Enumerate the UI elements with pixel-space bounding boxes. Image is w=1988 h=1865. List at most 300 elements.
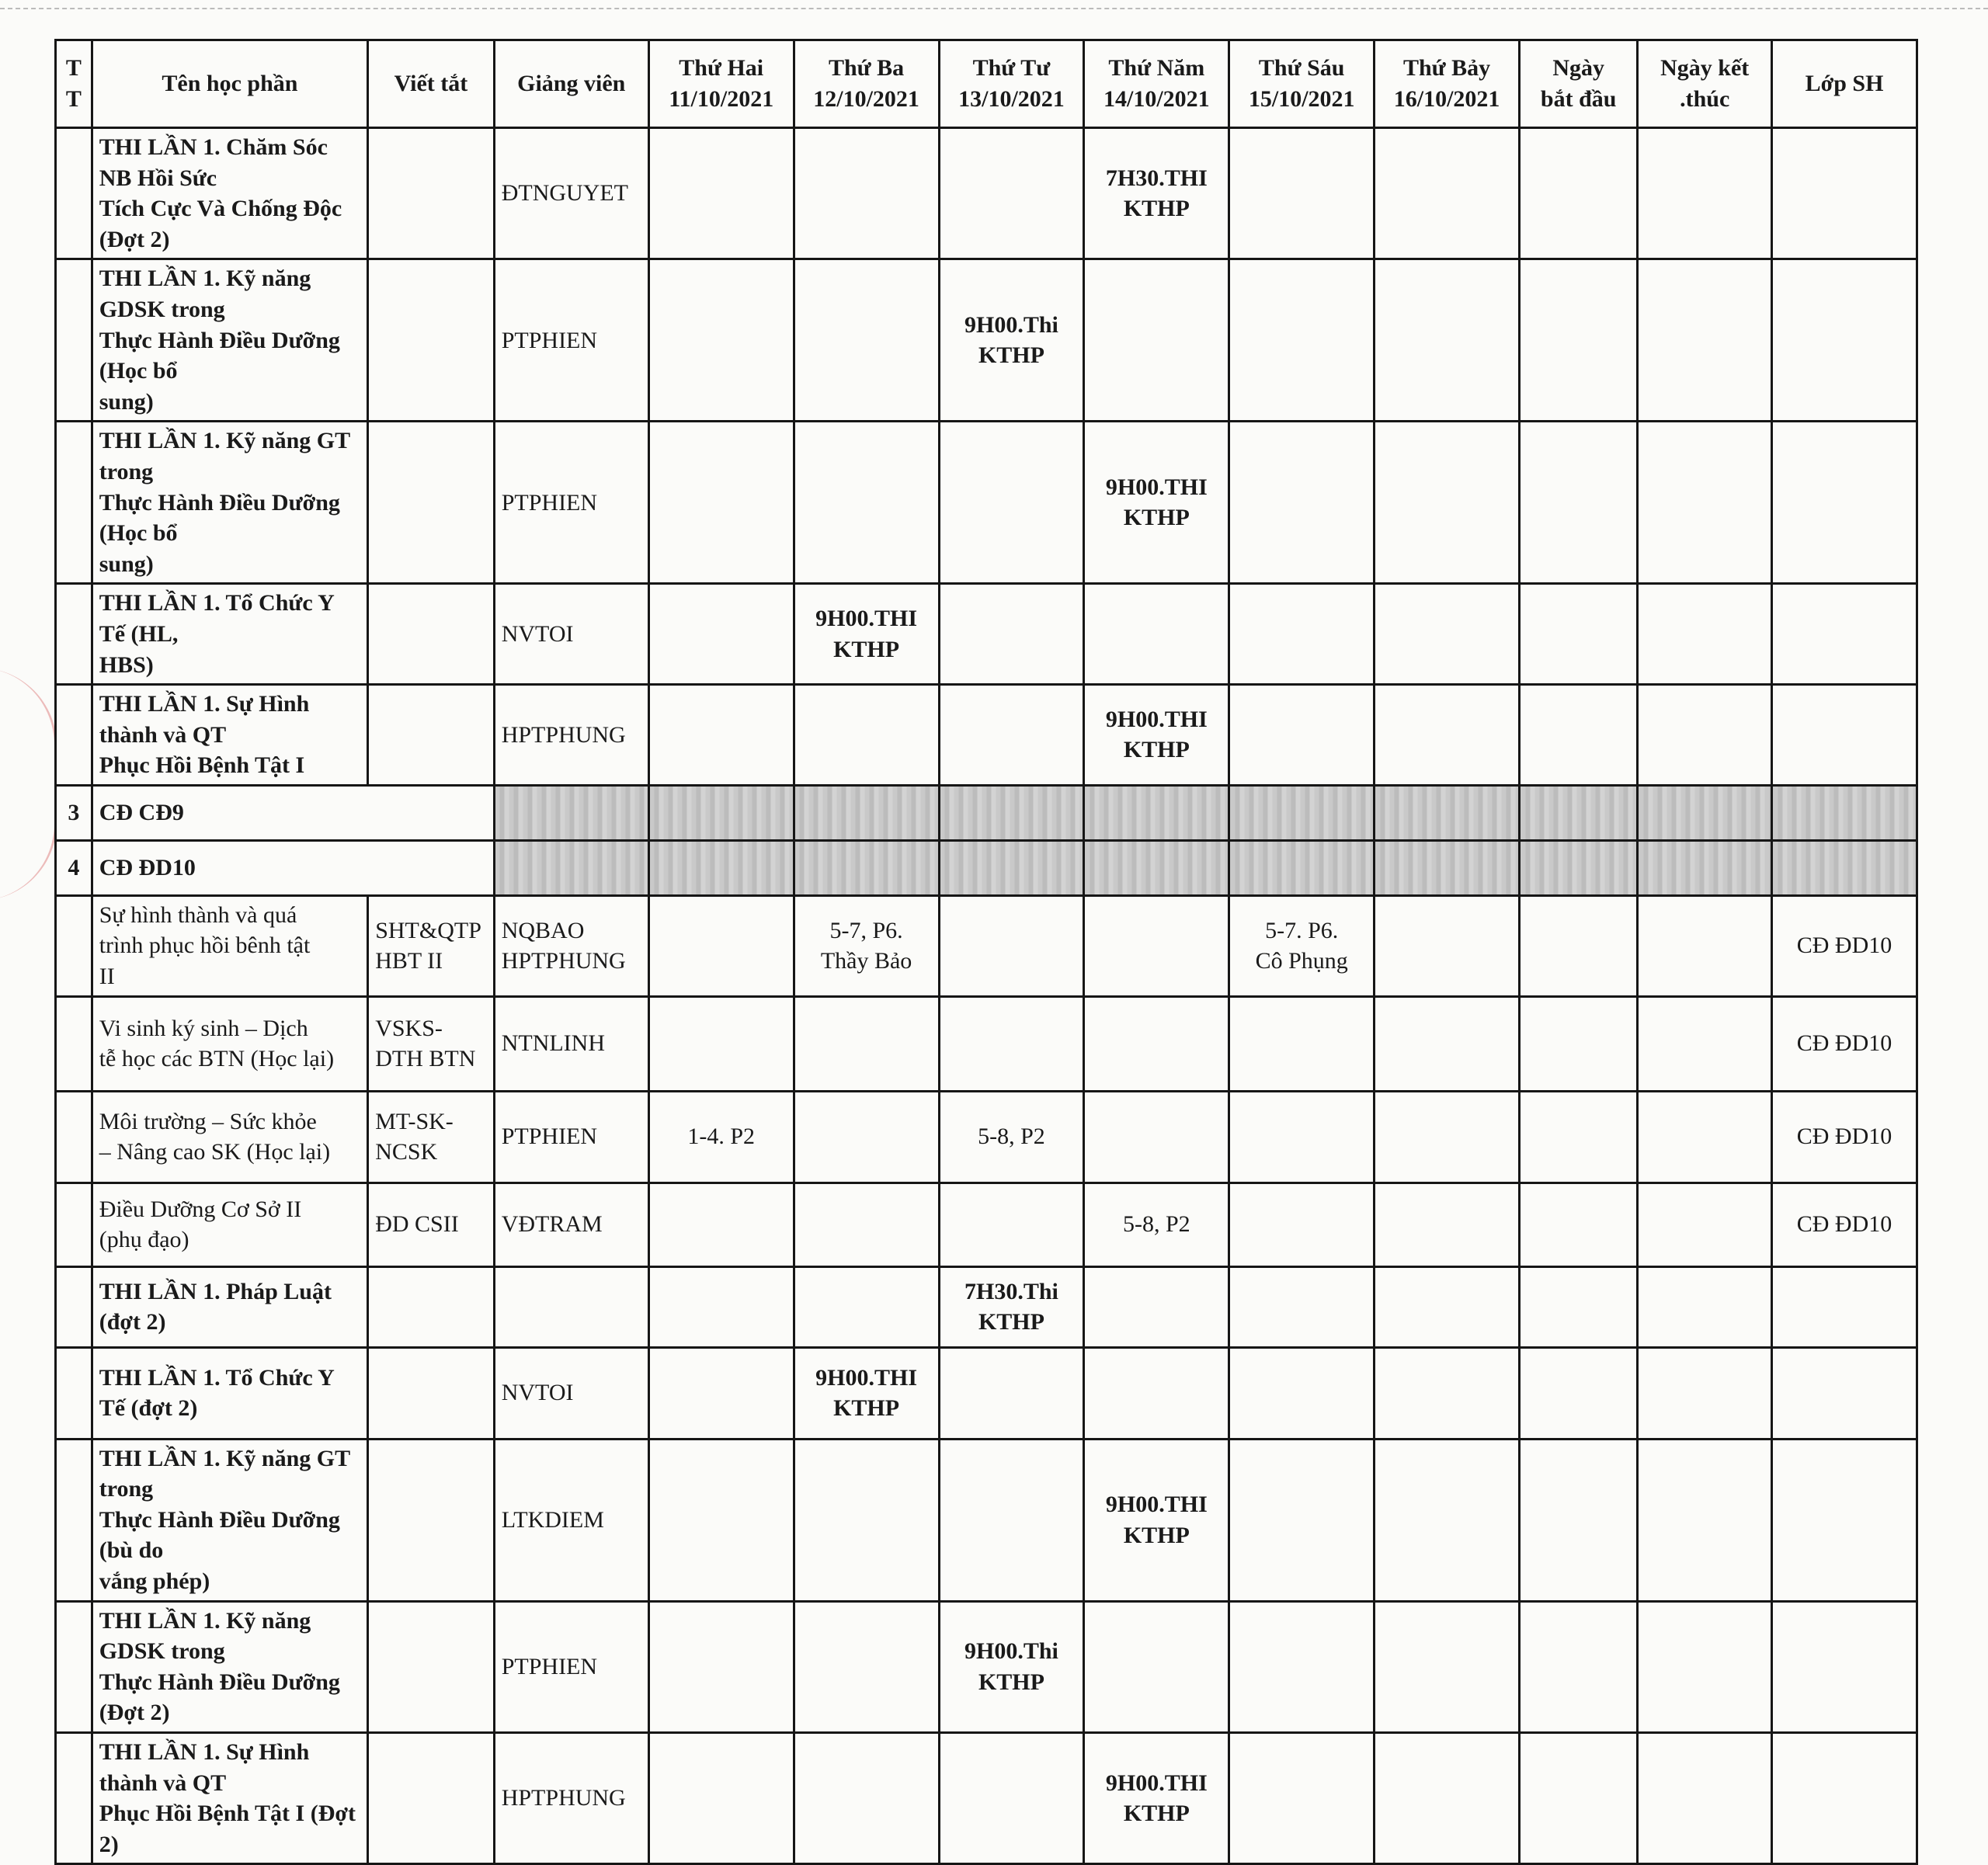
day-cell-line: 9H00.THI <box>1105 1769 1208 1796</box>
schedule-table <box>54 39 1918 1865</box>
lecturer <box>494 422 648 584</box>
day-cell-line: KTHP <box>978 1669 1044 1695</box>
start-date-cell <box>1520 1183 1638 1266</box>
day-cell-4 <box>1084 685 1229 786</box>
course-abbr-line: NCSK <box>375 1139 438 1165</box>
group-shade-cell <box>1638 840 1772 895</box>
course-name-line: THI LẦN 1. Kỹ năng GT trong <box>99 1445 350 1502</box>
end-date-cell <box>1638 128 1772 259</box>
end-date-cell <box>1638 1733 1772 1864</box>
lecturer-line: VĐTRAM <box>501 1211 603 1238</box>
course-name <box>92 1266 367 1347</box>
course-name <box>92 1347 367 1439</box>
table-row <box>56 584 1917 685</box>
lecturer <box>494 996 648 1091</box>
day-cell-4 <box>1084 1601 1229 1732</box>
start-date-cell <box>1520 1733 1638 1864</box>
day-cell-line: Cô Phụng <box>1255 948 1348 974</box>
course-name-line: Điều Dưỡng Cơ Sở II <box>99 1196 302 1222</box>
group-shade-cell <box>1229 785 1375 840</box>
lecturer <box>494 259 648 422</box>
day-cell-3 <box>939 259 1084 422</box>
course-abbr <box>368 1183 495 1266</box>
lecturer <box>494 1439 648 1601</box>
day-cell-6 <box>1375 422 1520 584</box>
table-row <box>56 1266 1917 1347</box>
tt-cell <box>56 1266 92 1347</box>
start-date-cell <box>1520 1347 1638 1439</box>
tt-cell <box>56 996 92 1091</box>
end-date-cell <box>1638 895 1772 996</box>
group-shade-cell <box>1520 840 1638 895</box>
day-cell-1 <box>648 259 794 422</box>
header-ngay-ket-thuc: Ngày kết .thúc <box>1638 40 1772 128</box>
header-day-4: Thứ Năm 14/10/2021 <box>1084 40 1229 128</box>
course-name-line: THI LẦN 1. Tổ Chức Y Tế (đợt 2) <box>99 1364 334 1422</box>
day-cell-2 <box>794 1733 939 1864</box>
tt-cell <box>56 1347 92 1439</box>
course-abbr <box>368 584 495 685</box>
end-date-cell <box>1638 422 1772 584</box>
group-row <box>56 840 1917 895</box>
course-abbr <box>368 1266 495 1347</box>
tt-cell <box>56 1091 92 1183</box>
course-abbr <box>368 1439 495 1601</box>
course-name-line: Môi trường – Sức khỏe <box>99 1108 317 1134</box>
start-date-cell <box>1520 685 1638 786</box>
table-row <box>56 1347 1917 1439</box>
course-name <box>92 1439 367 1601</box>
course-name-line: THI LẦN 1. Kỹ năng GDSK trong <box>99 1607 311 1665</box>
lecturer-line: HPTPHUNG <box>501 721 626 748</box>
day-cell-line: 5-7. P6. <box>1265 917 1339 943</box>
course-abbr <box>368 1347 495 1439</box>
course-name-line: Thực Hành Điều Dưỡng (Đợt 2) <box>99 1669 340 1726</box>
tt-cell <box>56 895 92 996</box>
day-cell-4 <box>1084 895 1229 996</box>
day-cell-1 <box>648 1601 794 1732</box>
lecturer-line: HPTPHUNG <box>501 1785 626 1811</box>
day-cell-1 <box>648 1347 794 1439</box>
lecturer-line: NVTOI <box>501 620 574 647</box>
course-name <box>92 1733 367 1864</box>
day-cell-2 <box>794 685 939 786</box>
start-date-cell <box>1520 1439 1638 1601</box>
start-date-cell <box>1520 895 1638 996</box>
course-name <box>92 128 367 259</box>
header-row <box>56 40 1917 128</box>
start-date-cell <box>1520 259 1638 422</box>
header-ten-hoc-phan: Tên học phần <box>92 40 367 128</box>
table-row <box>56 1183 1917 1266</box>
day-cell-6 <box>1375 685 1520 786</box>
end-date-cell <box>1638 1601 1772 1732</box>
course-name-line: THI LẦN 1. Sự Hình thành và QT <box>99 1739 310 1796</box>
day-cell-6 <box>1375 128 1520 259</box>
course-name-line: (phụ đạo) <box>99 1227 189 1253</box>
day-cell-4 <box>1084 1733 1229 1864</box>
day-cell-line: 9H00.THI <box>1105 1492 1208 1518</box>
class-cell <box>1772 1347 1917 1439</box>
course-abbr-line: DTH BTN <box>375 1046 476 1072</box>
day-cell-5 <box>1229 1347 1375 1439</box>
day-cell-4 <box>1084 584 1229 685</box>
group-name: CĐ ĐD10 <box>92 840 494 895</box>
day-cell-3 <box>939 422 1084 584</box>
day-cell-4 <box>1084 128 1229 259</box>
class-cell <box>1772 259 1917 422</box>
day-cell-line: 5-7, P6. <box>829 917 903 943</box>
start-date-cell <box>1520 422 1638 584</box>
course-name-line: Vi sinh ký sinh – Dịch <box>99 1015 308 1041</box>
course-name <box>92 895 367 996</box>
group-shade-cell <box>939 840 1084 895</box>
table-row <box>56 1733 1917 1864</box>
lecturer-line: NTNLINH <box>501 1030 606 1057</box>
table-row <box>56 1439 1917 1601</box>
course-abbr <box>368 1733 495 1864</box>
start-date-cell <box>1520 584 1638 685</box>
day-cell-line: 9H00.Thi <box>964 1638 1058 1665</box>
day-cell-5 <box>1229 1601 1375 1732</box>
day-cell-2 <box>794 259 939 422</box>
day-cell-1 <box>648 1733 794 1864</box>
end-date-cell <box>1638 1439 1772 1601</box>
group-shade-cell <box>1772 785 1917 840</box>
tt-cell <box>56 259 92 422</box>
course-abbr <box>368 1091 495 1183</box>
table-row <box>56 1601 1917 1732</box>
group-shade-cell <box>494 785 648 840</box>
day-cell-3 <box>939 1183 1084 1266</box>
day-cell-1 <box>648 1266 794 1347</box>
course-abbr-line: VSKS- <box>375 1015 443 1041</box>
end-date-cell <box>1638 259 1772 422</box>
lecturer-line: NQBAO <box>501 917 585 943</box>
course-name-line: HBS) <box>99 651 154 678</box>
day-cell-3 <box>939 584 1084 685</box>
day-cell-5 <box>1229 895 1375 996</box>
group-shade-cell <box>1772 840 1917 895</box>
class-cell <box>1772 1439 1917 1601</box>
day-cell-2 <box>794 1091 939 1183</box>
lecturer <box>494 128 648 259</box>
lecturer-line: PTPHIEN <box>501 1124 598 1150</box>
course-name <box>92 996 367 1091</box>
day-cell-line: KTHP <box>1123 1801 1190 1827</box>
day-cell-6 <box>1375 1347 1520 1439</box>
day-cell-3 <box>939 1439 1084 1601</box>
tt-cell <box>56 422 92 584</box>
day-cell-3 <box>939 1266 1084 1347</box>
header-day-3: Thứ Tư 13/10/2021 <box>939 40 1084 128</box>
day-cell-line: KTHP <box>978 1309 1044 1335</box>
end-date-cell <box>1638 1347 1772 1439</box>
red-stamp-fragment <box>0 668 57 901</box>
class-cell: CĐ ĐD10 <box>1772 1091 1917 1183</box>
day-cell-5 <box>1229 259 1375 422</box>
day-cell-line: 5-8, P2 <box>978 1124 1045 1150</box>
class-cell: CĐ ĐD10 <box>1772 895 1917 996</box>
end-date-cell <box>1638 996 1772 1091</box>
course-name-line: THI LẦN 1. Kỹ năng GDSK trong <box>99 266 311 322</box>
class-cell <box>1772 1733 1917 1864</box>
start-date-cell <box>1520 128 1638 259</box>
day-cell-3 <box>939 685 1084 786</box>
header-day-6: Thứ Bảy 16/10/2021 <box>1375 40 1520 128</box>
course-abbr <box>368 1601 495 1732</box>
course-name-line: Thực Hành Điều Dưỡng (Học bổ <box>99 327 340 384</box>
start-date-cell <box>1520 1601 1638 1732</box>
course-name-line: Thực Hành Điều Dưỡng (bù do <box>99 1506 340 1564</box>
course-name <box>92 1183 367 1266</box>
day-cell-3 <box>939 1347 1084 1439</box>
lecturer <box>494 1733 648 1864</box>
course-name-line: THI LẦN 1. Tổ Chức Y Tế (HL, <box>99 590 334 647</box>
day-cell-line: 9H00.THI <box>815 606 917 632</box>
course-name-line: sung) <box>99 388 154 415</box>
course-name-line: Phục Hồi Bệnh Tật I (Đợt 2) <box>99 1801 356 1857</box>
course-name <box>92 259 367 422</box>
lecturer-line: HPTPHUNG <box>501 948 626 974</box>
start-date-cell <box>1520 1091 1638 1183</box>
course-abbr-line: SHT&QTP <box>375 917 481 943</box>
day-cell-2 <box>794 584 939 685</box>
day-cell-6 <box>1375 1733 1520 1864</box>
day-cell-3 <box>939 996 1084 1091</box>
day-cell-line: 7H30.THI <box>1105 165 1208 191</box>
day-cell-6 <box>1375 895 1520 996</box>
day-cell-2 <box>794 996 939 1091</box>
group-shade-cell <box>794 840 939 895</box>
group-shade-cell <box>494 840 648 895</box>
table-row <box>56 996 1917 1091</box>
day-cell-2 <box>794 128 939 259</box>
day-cell-1 <box>648 1091 794 1183</box>
day-cell-5 <box>1229 1439 1375 1601</box>
tt-cell <box>56 1601 92 1732</box>
day-cell-6 <box>1375 996 1520 1091</box>
day-cell-line: 9H00.Thi <box>964 311 1058 338</box>
course-name-line: Tích Cực Và Chống Độc (Đợt 2) <box>99 196 342 252</box>
day-cell-2 <box>794 422 939 584</box>
lecturer-line: PTPHIEN <box>501 327 598 353</box>
class-cell <box>1772 128 1917 259</box>
schedule-body <box>56 128 1917 1864</box>
day-cell-5 <box>1229 584 1375 685</box>
start-date-cell <box>1520 996 1638 1091</box>
day-cell-2 <box>794 1347 939 1439</box>
course-name-line: THI LẦN 1. Chăm Sóc NB Hồi Sức <box>99 134 328 191</box>
day-cell-3 <box>939 1733 1084 1864</box>
end-date-cell <box>1638 1091 1772 1183</box>
tt-cell <box>56 128 92 259</box>
group-shade-cell <box>648 785 794 840</box>
header-viet-tat: Viết tắt <box>368 40 495 128</box>
group-number: 4 <box>56 840 92 895</box>
day-cell-line: KTHP <box>833 1395 900 1422</box>
day-cell-line: 1-4. P2 <box>687 1124 756 1150</box>
table-row <box>56 422 1917 584</box>
lecturer <box>494 1183 648 1266</box>
day-cell-3 <box>939 1601 1084 1732</box>
day-cell-line: KTHP <box>1123 196 1190 222</box>
group-shade-cell <box>1375 785 1520 840</box>
course-abbr <box>368 128 495 259</box>
day-cell-4 <box>1084 259 1229 422</box>
end-date-cell <box>1638 1183 1772 1266</box>
table-row <box>56 685 1917 786</box>
day-cell-line: KTHP <box>978 342 1044 369</box>
header-tt: T T <box>56 40 92 128</box>
lecturer-line: LTKDIEM <box>501 1506 604 1533</box>
day-cell-4 <box>1084 422 1229 584</box>
day-cell-2 <box>794 895 939 996</box>
course-name-line: sung) <box>99 550 154 577</box>
day-cell-1 <box>648 128 794 259</box>
day-cell-2 <box>794 1183 939 1266</box>
course-abbr <box>368 685 495 786</box>
day-cell-3 <box>939 1091 1084 1183</box>
course-name-line: vắng phép) <box>99 1568 210 1595</box>
scan-edge <box>0 0 1988 9</box>
header-day-5: Thứ Sáu 15/10/2021 <box>1229 40 1375 128</box>
day-cell-line: 9H00.THI <box>1105 706 1208 732</box>
day-cell-5 <box>1229 1183 1375 1266</box>
day-cell-1 <box>648 996 794 1091</box>
day-cell-line: 7H30.Thi <box>964 1278 1058 1304</box>
start-date-cell <box>1520 1266 1638 1347</box>
course-name-line: – Nâng cao SK (Học lại) <box>99 1139 331 1165</box>
class-cell: CĐ ĐD10 <box>1772 1183 1917 1266</box>
day-cell-3 <box>939 128 1084 259</box>
course-name-line: II <box>99 964 115 990</box>
tt-cell <box>56 584 92 685</box>
end-date-cell <box>1638 584 1772 685</box>
course-abbr <box>368 422 495 584</box>
class-cell <box>1772 1266 1917 1347</box>
day-cell-line: KTHP <box>1123 737 1190 763</box>
header-lop-sh: Lớp SH <box>1772 40 1917 128</box>
class-cell <box>1772 422 1917 584</box>
lecturer <box>494 584 648 685</box>
course-name-line: tễ học các BTN (Học lại) <box>99 1046 335 1072</box>
group-shade-cell <box>648 840 794 895</box>
course-abbr <box>368 895 495 996</box>
tt-cell <box>56 1439 92 1601</box>
group-shade-cell <box>939 785 1084 840</box>
class-cell <box>1772 584 1917 685</box>
end-date-cell <box>1638 685 1772 786</box>
day-cell-1 <box>648 685 794 786</box>
day-cell-line: KTHP <box>1123 1522 1190 1548</box>
day-cell-line: KTHP <box>1123 505 1190 531</box>
day-cell-4 <box>1084 1347 1229 1439</box>
day-cell-1 <box>648 422 794 584</box>
course-name <box>92 422 367 584</box>
day-cell-2 <box>794 1601 939 1732</box>
day-cell-4 <box>1084 1183 1229 1266</box>
header-day-2: Thứ Ba 12/10/2021 <box>794 40 939 128</box>
lecturer <box>494 685 648 786</box>
day-cell-line: Thầy Bảo <box>820 948 912 974</box>
header-ngay-bat-dau: Ngày bắt đầu <box>1520 40 1638 128</box>
course-name <box>92 584 367 685</box>
tt-cell <box>56 685 92 786</box>
day-cell-3 <box>939 895 1084 996</box>
day-cell-line: KTHP <box>833 636 900 662</box>
day-cell-6 <box>1375 1601 1520 1732</box>
course-name-line: THI LẦN 1. Sự Hình thành và QT <box>99 691 310 748</box>
lecturer-line: PTPHIEN <box>501 489 598 516</box>
table-row <box>56 1091 1917 1183</box>
class-cell <box>1772 685 1917 786</box>
course-abbr-line: MT-SK- <box>375 1108 454 1134</box>
course-name <box>92 1601 367 1732</box>
end-date-cell <box>1638 1266 1772 1347</box>
course-name-line: Phục Hồi Bệnh Tật I <box>99 752 305 779</box>
day-cell-4 <box>1084 1439 1229 1601</box>
day-cell-1 <box>648 584 794 685</box>
group-shade-cell <box>1084 840 1229 895</box>
day-cell-5 <box>1229 996 1375 1091</box>
group-shade-cell <box>1375 840 1520 895</box>
lecturer <box>494 1266 648 1347</box>
course-name-line: THI LẦN 1. Pháp Luật (đợt 2) <box>99 1278 332 1335</box>
day-cell-4 <box>1084 1266 1229 1347</box>
group-shade-cell <box>1084 785 1229 840</box>
course-name-line: Thực Hành Điều Dưỡng (Học bổ <box>99 489 340 547</box>
day-cell-1 <box>648 1439 794 1601</box>
schedule-sheet <box>54 39 1918 1857</box>
lecturer-line: ĐTNGUYET <box>501 180 629 207</box>
day-cell-5 <box>1229 422 1375 584</box>
table-row <box>56 259 1917 422</box>
header-giang-vien: Giảng viên <box>494 40 648 128</box>
day-cell-5 <box>1229 1733 1375 1864</box>
header-day-1: Thứ Hai 11/10/2021 <box>648 40 794 128</box>
table-row <box>56 895 1917 996</box>
day-cell-6 <box>1375 584 1520 685</box>
day-cell-5 <box>1229 685 1375 786</box>
course-abbr-line: HBT II <box>375 948 443 974</box>
group-name: CĐ CĐ9 <box>92 785 494 840</box>
day-cell-1 <box>648 1183 794 1266</box>
group-number: 3 <box>56 785 92 840</box>
course-abbr <box>368 996 495 1091</box>
day-cell-4 <box>1084 1091 1229 1183</box>
tt-cell <box>56 1733 92 1864</box>
group-row <box>56 785 1917 840</box>
lecturer <box>494 1347 648 1439</box>
group-shade-cell <box>1520 785 1638 840</box>
day-cell-1 <box>648 895 794 996</box>
day-cell-line: 9H00.THI <box>1105 474 1208 500</box>
course-name-line: THI LẦN 1. Kỹ năng GT trong <box>99 428 350 484</box>
day-cell-5 <box>1229 1091 1375 1183</box>
day-cell-6 <box>1375 1439 1520 1601</box>
table-row <box>56 128 1917 259</box>
day-cell-5 <box>1229 128 1375 259</box>
class-cell: CĐ ĐD10 <box>1772 996 1917 1091</box>
group-shade-cell <box>794 785 939 840</box>
day-cell-6 <box>1375 1183 1520 1266</box>
group-shade-cell <box>1638 785 1772 840</box>
course-name <box>92 1091 367 1183</box>
day-cell-6 <box>1375 1091 1520 1183</box>
group-shade-cell <box>1229 840 1375 895</box>
day-cell-line: 9H00.THI <box>815 1364 917 1391</box>
